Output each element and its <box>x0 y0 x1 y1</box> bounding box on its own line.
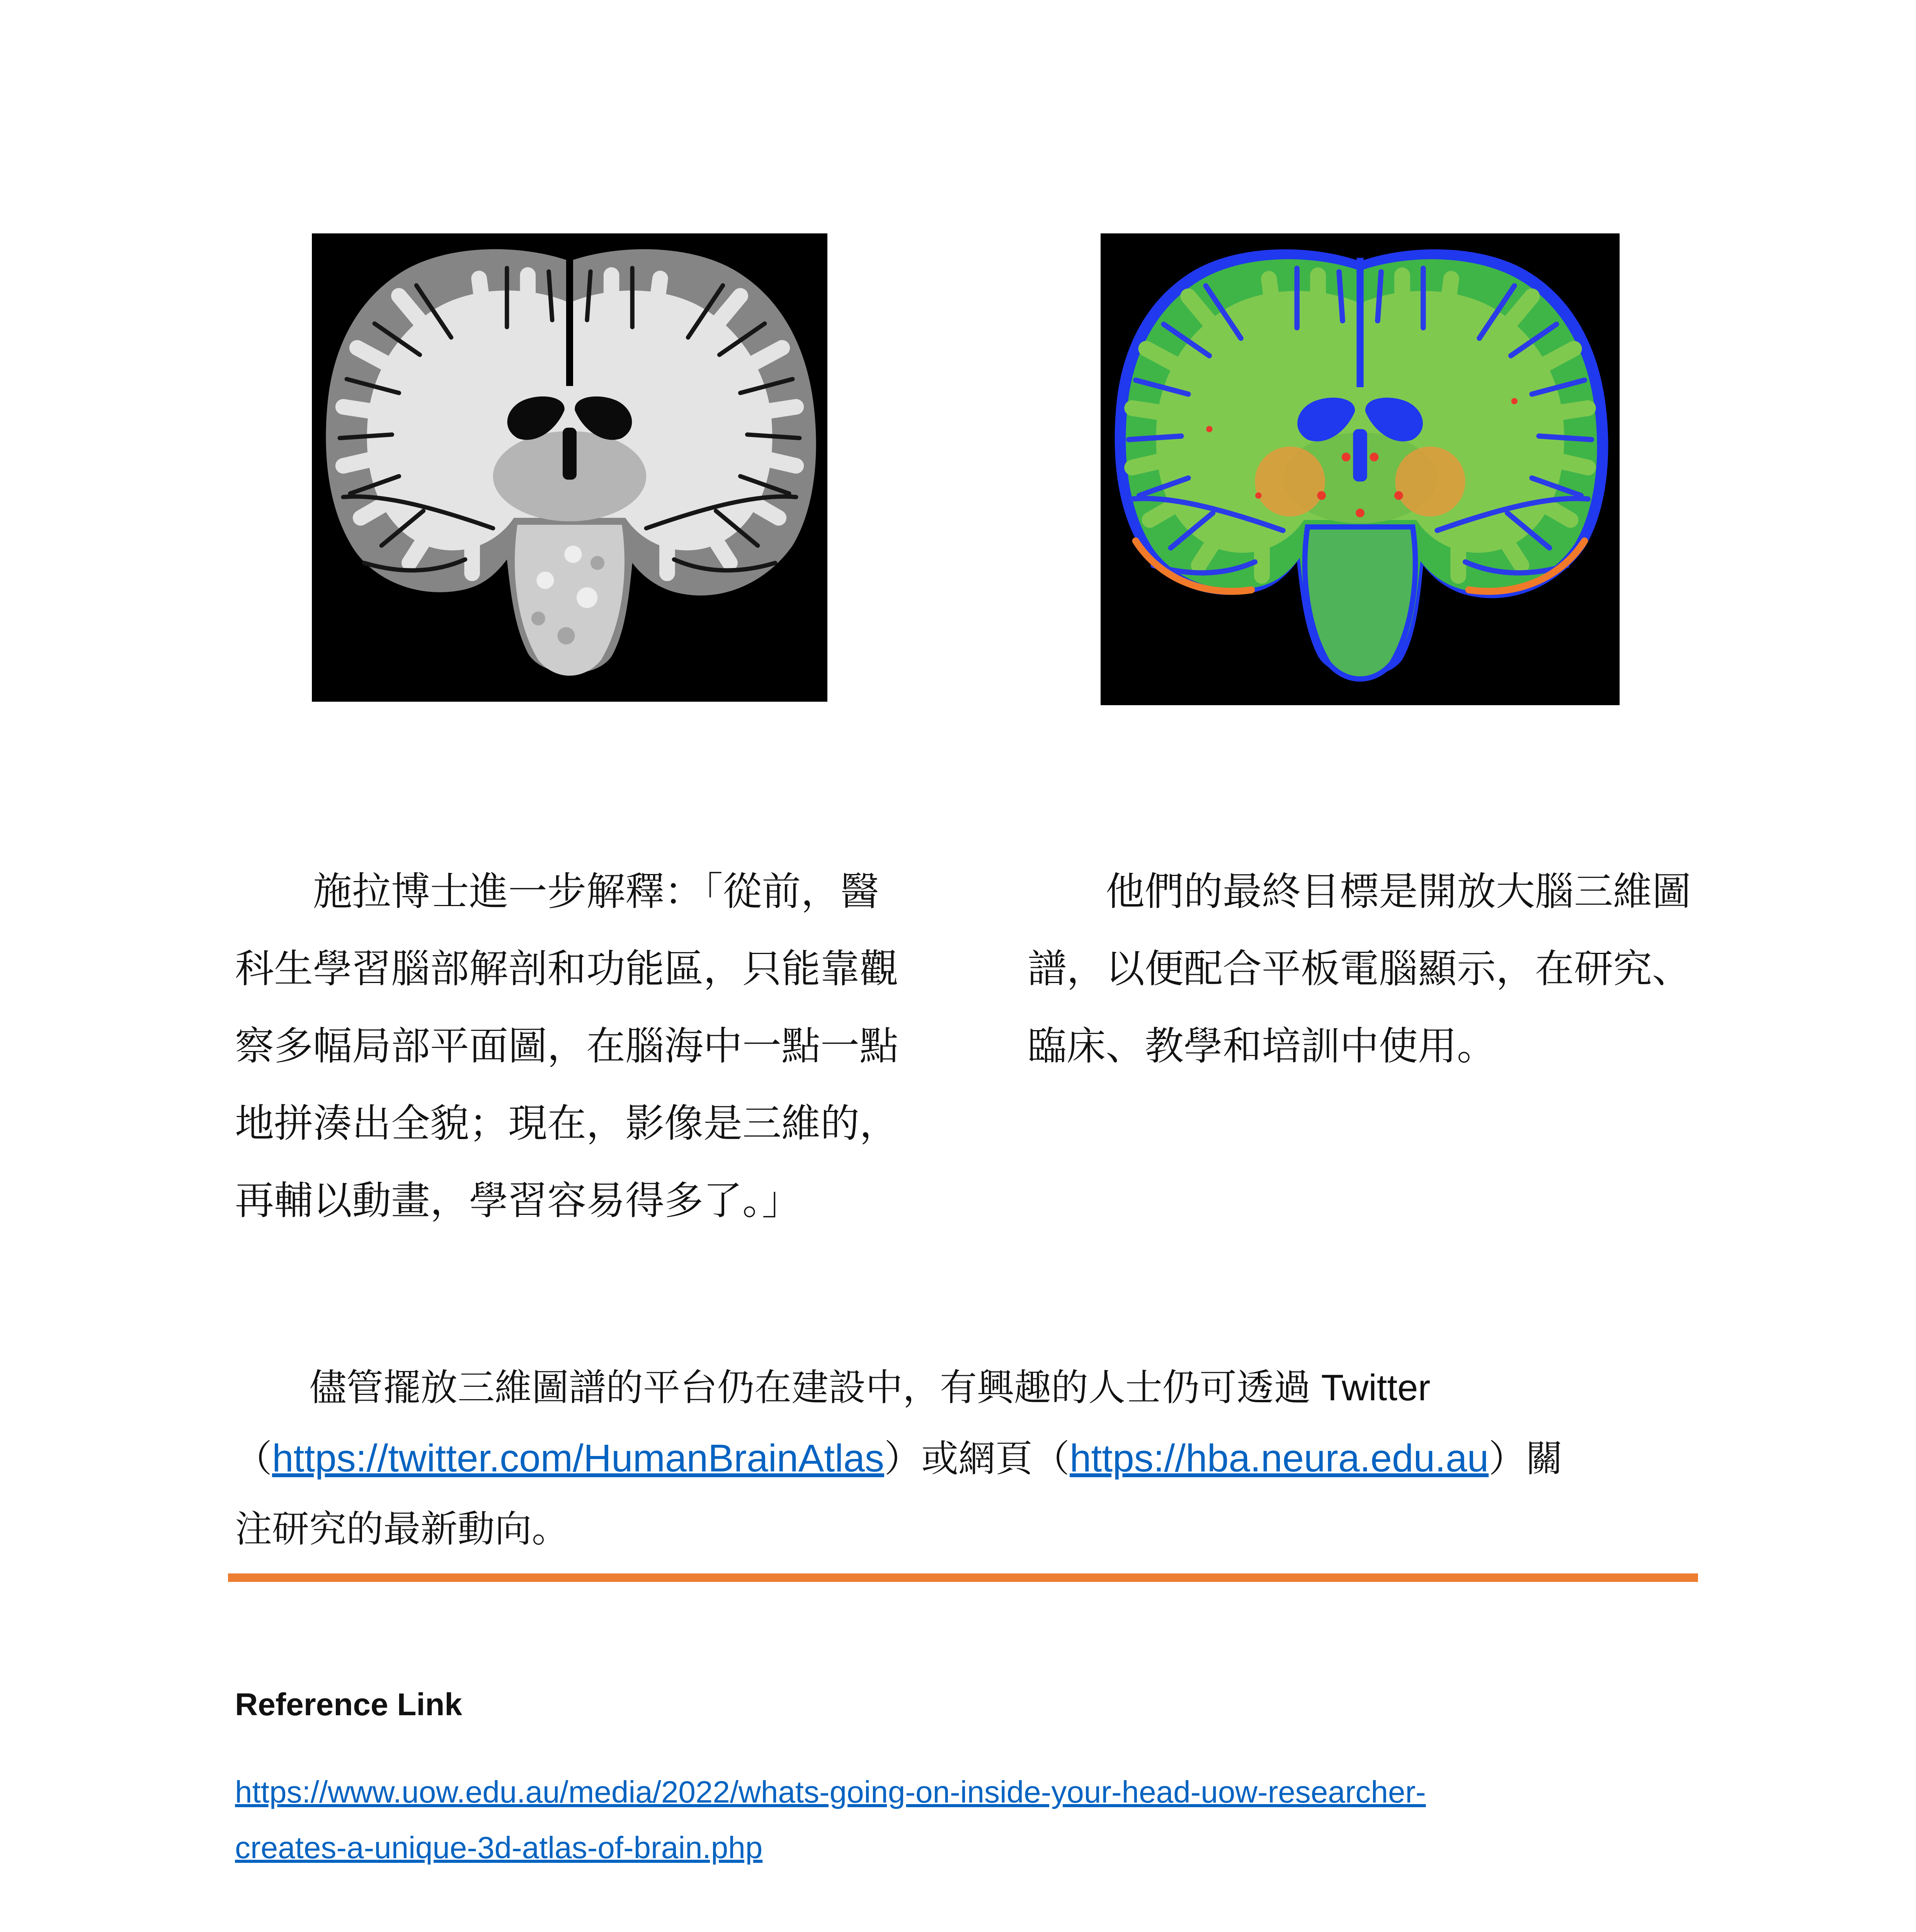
basal-ganglia-right <box>1395 447 1465 517</box>
text-line: 再輔以動畫，學習容易得多了。」 <box>235 1179 801 1223</box>
reference-heading: Reference Link <box>235 1687 462 1722</box>
paren-open: （ <box>235 1438 272 1480</box>
brain-mri-color-map-image <box>1101 233 1620 705</box>
brain-mri-color-graphic <box>1101 233 1620 705</box>
website-link[interactable]: https://hba.neura.edu.au <box>1069 1437 1489 1480</box>
text-line: 施拉博士進一步解釋：「從前，醫 <box>313 870 879 913</box>
text-line: 譜，以便配合平板電腦顯示，在研究、 <box>1028 947 1691 991</box>
brain-mri-grayscale-graphic <box>312 233 827 702</box>
right-text-column <box>1028 853 1691 1085</box>
reference-link-line[interactable]: creates-a-unique-3d-atlas-of-brain.php <box>235 1830 763 1865</box>
text-line: 他們的最終目標是開放大腦三維圖 <box>1106 870 1691 913</box>
brain-mri-grayscale-image <box>312 233 827 702</box>
paragraph-text: ）關 <box>1489 1438 1563 1480</box>
paragraph-line: 儘管擺放三維圖譜的平台仍在建設中，有興趣的人士仍可透過 Twitter <box>309 1367 1431 1408</box>
paragraph-line <box>235 1423 1563 1494</box>
basal-ganglia-left <box>1255 447 1325 517</box>
text-line: 科生學習腦部解剖和功能區，只能靠觀 <box>235 947 899 991</box>
text-line: 臨床、教學和培訓中使用。 <box>1028 1025 1496 1068</box>
paragraph-line: 注研究的最新動向。 <box>235 1509 569 1550</box>
body-paragraph <box>235 1352 1563 1565</box>
orange-divider <box>228 1573 1698 1582</box>
reference-link-line[interactable]: https://www.uow.edu.au/media/2022/whats-going-on-inside-your-head-uow-researcher- <box>235 1775 1426 1809</box>
twitter-link[interactable]: https://twitter.com/HumanBrainAtlas <box>272 1437 884 1480</box>
reference-link[interactable] <box>235 1764 1426 1876</box>
text-line: 察多幅局部平面圖，在腦海中一點一點 <box>235 1025 899 1068</box>
text-line: 地拼湊出全貌；現在，影像是三維的， <box>235 1102 899 1145</box>
left-text-column <box>235 853 898 1240</box>
paragraph-text: ）或網頁（ <box>884 1438 1070 1480</box>
